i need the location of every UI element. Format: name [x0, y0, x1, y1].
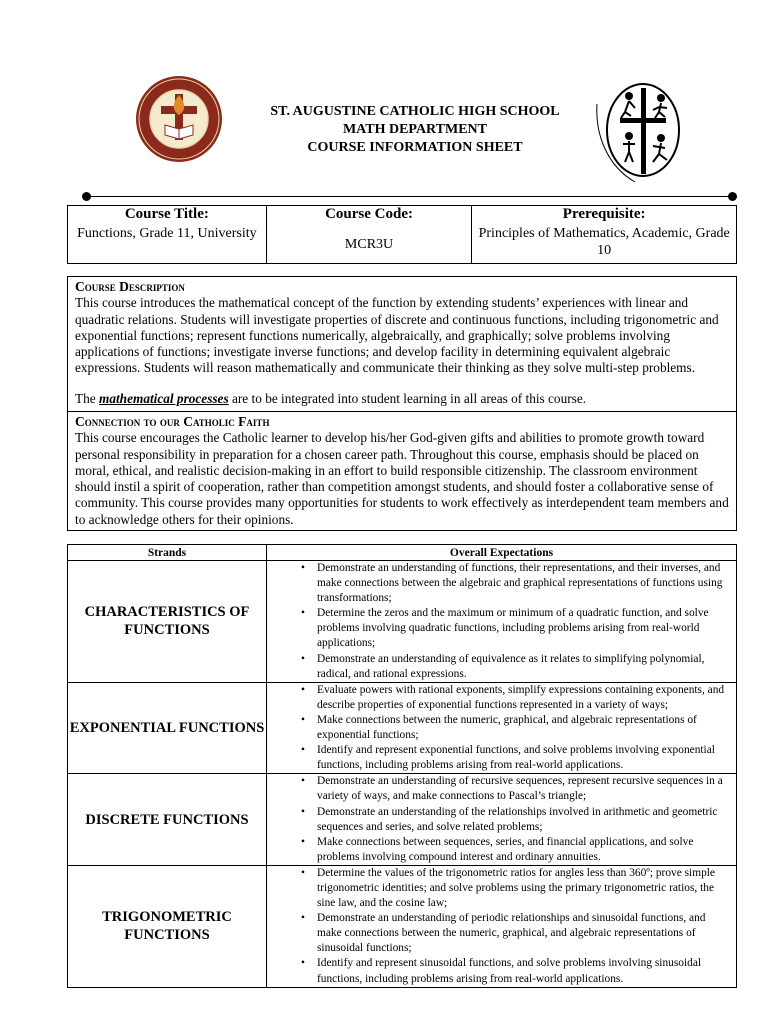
table-row — [68, 561, 737, 683]
school-crest-logo — [135, 75, 223, 163]
expectations-column-header: Overall Expectations — [267, 545, 737, 561]
strands-column-header: Strands — [68, 545, 267, 561]
list-item: • Evaluate powers with rational exponents, simplify expressions containing exponents, and describe properties of exponential functions represented in a variety of ways; — [317, 683, 728, 713]
expectations-cell — [267, 774, 737, 866]
course-title-label: Course Title: — [68, 206, 267, 226]
table-row — [68, 865, 737, 987]
school-name: ST. AUGUSTINE CATHOLIC HIGH SCHOOL — [270, 104, 560, 119]
prerequisite-label: Prerequisite: — [472, 206, 737, 226]
document-title: COURSE INFORMATION SHEET — [307, 140, 523, 155]
strand-name: EXPONENTIAL FUNCTIONS — [68, 682, 267, 774]
list-item: • Demonstrate an understanding of the relationships involved in arithmetic and geometric sequences and series, and solve related problems; — [317, 805, 728, 835]
course-description-section — [68, 277, 737, 412]
catholic-faith-section — [68, 412, 737, 531]
list-item: • Determine the zeros and the maximum or minimum of a quadratic function, and solve problems involving quadratic functions, including problems arising from real-world applications; — [317, 606, 728, 651]
divider-dot-left — [82, 192, 91, 201]
prerequisite-value: Principles of Mathematics, Academic, Grade 10 — [472, 225, 737, 264]
divider-dot-right — [728, 192, 737, 201]
list-item: • Identify and represent sinusoidal functions, and solve problems involving sinusoidal functions, including problems arising from real-world applications. — [317, 956, 728, 986]
strand-name: TRIGONOMETRIC FUNCTIONS — [68, 865, 267, 987]
list-item: • Identify and represent exponential functions, and solve problems involving exponential functions, including problems arising from real-world applications. — [317, 743, 728, 773]
department-name: MATH DEPARTMENT — [342, 122, 488, 137]
catholic-faith-heading: Connection to our Catholic Faith — [75, 414, 270, 429]
list-item: • Demonstrate an understanding of periodic relationships and sinusoidal functions, and make connections between the numeric, graphical, and algebraic representations of sinusoidal functions; — [317, 911, 728, 956]
expectations-cell — [267, 561, 737, 683]
page-header — [230, 103, 600, 157]
strands-table — [67, 544, 737, 988]
course-title-value: Functions, Grade 11, University — [68, 225, 267, 264]
course-code-label: Course Code: — [266, 206, 472, 226]
list-item: • Make connections between sequences, series, and financial applications, and solve problems involving compound interest and ordinary annuities. — [317, 835, 728, 865]
list-item: • Demonstrate an understanding of recursive sequences, represent recursive sequences in a variety of ways, and make connections to Pascal’s triangle; — [317, 774, 728, 804]
processes-link: mathematical processes — [99, 390, 229, 406]
course-info-table — [67, 205, 737, 264]
list-item: • Demonstrate an understanding of equivalence as it relates to simplifying polynomial, radical, and rational expressions. — [317, 652, 728, 682]
list-item: • Demonstrate an understanding of functions, their representations, and their inverses, and make connections between the algebraic and graphical representations of functions using transformations; — [317, 561, 728, 606]
course-description-heading: Course Description — [75, 279, 185, 294]
header-divider — [86, 196, 732, 197]
list-item: • Determine the values of the trigonometric ratios for angles less than 360º; prove simple trigonometric identities; and solve problems using the primary trigonometric ratios, the sine law, and the cosine law; — [317, 866, 728, 911]
processes-note: The mathematical processes are to be integrated into student learning in all areas of this course. — [75, 390, 587, 406]
catholic-faith-text: This course encourages the Catholic learner to develop his/her God-given gifts and abilities to promote growth toward personal responsibility in preparation for a chosen career path. Throughout this course, emphasis should be placed on moral, ethical, and realistic decision-making in an effort to build responsible citizenship. The classroom environment should instil a spirit of cooperation, rather than competition amongst students, and should foster a collaborative sense of community. This course provides many opportunities for students to work effectively as interdependent team members and to acknowledge others for their opinions. — [75, 430, 729, 527]
strand-name: CHARACTERISTICS OF FUNCTIONS — [68, 561, 267, 683]
table-row — [68, 774, 737, 866]
expectations-cell — [267, 865, 737, 987]
list-item: • Make connections between the numeric, graphical, and algebraic representations of exponential functions; — [317, 713, 728, 743]
strand-name: DISCRETE FUNCTIONS — [68, 774, 267, 866]
course-description-table — [67, 276, 737, 531]
course-description-text: This course introduces the mathematical concept of the function by extending students’ experiences with linear and quadratic relations. Students will investigate properties of discrete and continuous functions, including trigonometric and exponential functions; represent functions numerically, algebraically, and graphically; solve problems involving applications of functions; investigate inverse functions; and develop facility in determining equivalent algebraic expressions. Students will reason mathematically and communicate their thinking as they solve multi-step problems. — [75, 295, 719, 376]
course-code-value: MCR3U — [266, 225, 472, 264]
expectations-cell — [267, 682, 737, 774]
district-board-logo — [587, 74, 693, 188]
table-row — [68, 682, 737, 774]
